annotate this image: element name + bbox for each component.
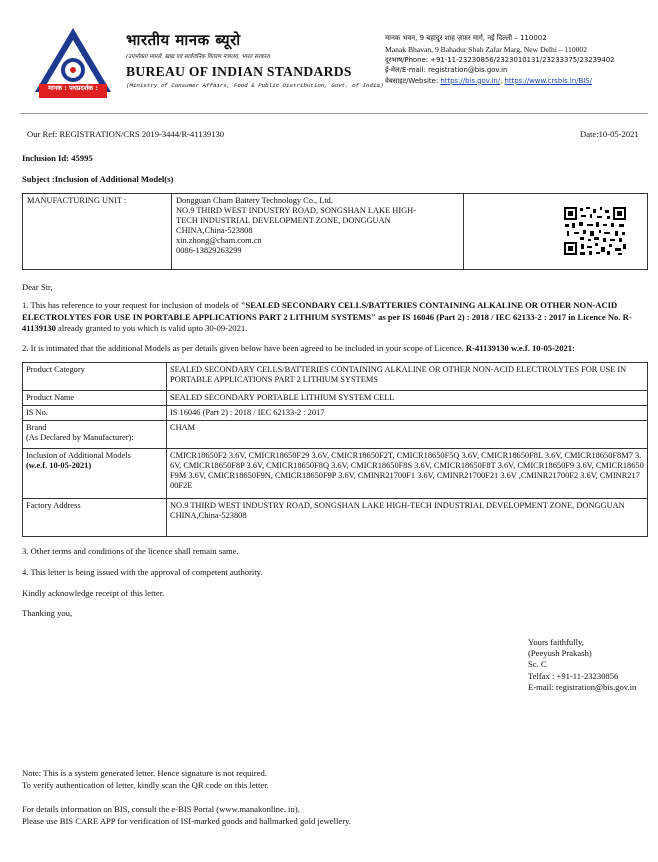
brand-label-line-2: (As Declared by Manufacturer): [26,433,134,443]
details-table [22,362,648,537]
footer-note-2: To verify authentication of letter, kindly scan the QR code on this letter. [22,779,269,790]
product-category-value: SEALED SECONDARY CELLS/BATTERIES CONTAINING ALKALINE OR OTHER NON-ACID ELECTROLYTES FOR USE IN PORTABLE APPLICATIONS PART 2 LITHIUM SYSTEMS [167,363,648,391]
salutation: Dear Sir, [22,282,53,292]
letter-date: Date:10-05-2021 [580,129,639,139]
paragraph-1-intro: 1. This has reference to your request for inclusion of models of [22,300,241,310]
paragraph-4: 4. This letter is being issued with the approval of competent authority. [22,567,263,577]
table-row [23,391,648,406]
models-value: CMICR18650F2 3.6V, CMICR18650F29 3.6V, CMICR18650F2T, CMICR18650F5Q 3.6V, CMICR18650F8L 3.6V, CMICR18650F8M7 3.6V, CMICR18650F8P 3.6V, CMICR18650F8Q 3.6V, CMICR18650F8S 3.6V, CMICR18650F8T 3.6V, CMICR18650F9 3.6V, CMICR18650F9M 3.6V, CMICR18650F9N, CMICR18650F9P 3.6V, CMINR21700F1 3.6V, CMINR21700F21 3.6V ,CMINR21700F2 3.6V, CMINR21700F2E [167,449,648,499]
manufacturer-table [22,193,648,270]
subject: Subject :Inclusion of Additional Model(s) [22,174,174,184]
brand-label [23,421,167,449]
product-name-value: SEALED SECONDARY PORTABLE LITHIUM SYSTEM CELL [167,391,648,406]
manufacturer-address-3: CHINA,China-523808 [176,226,253,236]
signatory-telfax: Telfax : +91-11-23230856 [528,670,619,681]
footer-info-1: For details information on BIS, consult the e-BIS Portal (www.manakonline. in). [22,804,300,814]
signatory-email: E-mail: registration@bis.gov.in [528,681,637,692]
factory-address-label: Factory Address [23,499,167,537]
signatory-designation: Sc. C [528,659,547,670]
factory-address-line-2: CHINA,China-523808 [170,511,247,521]
acknowledge-line: Kindly acknowledge receipt of this letter. [22,588,165,598]
manufacturer-email: xin.zhong@cham.com.cn [176,236,262,246]
models-label [23,449,167,499]
brand-label-line-1: Brand [26,423,47,433]
website-separator: , [500,76,505,85]
paragraph-3: 3. Other terms and conditions of the licence shall remain same. [22,546,239,556]
table-row [23,363,648,391]
manufacturer-phone: 0086-13829263299 [176,246,242,256]
manufacturer-details [172,194,464,270]
website-line [385,76,655,86]
header-divider [20,113,648,114]
email: ई-मेल/E-mail: registration@bis.gov.in [385,66,508,75]
is-no-label: IS No. [23,406,167,421]
signature-block [528,637,656,693]
logo-caption: मानक : पथप्रदर्शक : [48,84,98,92]
manufacturer-address-1: NO.9 THIRD WEST INDUSTRY ROAD, SONGSHAN LAKE HIGH- [176,206,417,216]
table-row [23,499,648,537]
thanking-line: Thanking you, [22,608,73,618]
paragraph-1 [22,300,648,335]
footer-notes [22,768,269,791]
manufacturer-label: MANUFACTURING UNIT : [23,194,172,270]
contact-block [385,33,655,86]
manufacturer-address-2: TECH INDUSTRIAL DEVELOPMENT ZONE, DONGGUAN [176,216,391,226]
footer-note-1: Note: This is a system generated letter. Hence signature is not required. [22,768,267,778]
our-ref: Our Ref: REGISTRATION/CRS 2019-3444/R-41139130 [27,129,225,139]
website-label: वेबसाइट/Website: [385,76,441,85]
models-label-line-2: (w.e.f. 10-05-2021) [26,461,92,471]
models-label-line-1: Inclusion of Additional Models [26,451,131,461]
paragraph-2-licence: R-41139130 w.e.f. 10-05-2021: [465,343,575,353]
table-row [23,421,648,449]
org-name-hindi: भारतीय मानक ब्यूरो [126,31,241,49]
address-hindi: मानक भवन, 9 बहादुर शाह ज़फ़र मार्ग, नई दिल्ली – 110002 [385,34,547,42]
inclusion-id: Inclusion Id: 45995 [22,153,93,163]
paragraph-1-validity: already granted to you which is valid upto 30-09-2021. [55,323,248,334]
qr-code-icon [563,206,627,256]
factory-address-line-1: NO.9 THIRD WEST INDUSTRY ROAD, SONGSHAN LAKE HIGH-TECH INDUSTRIAL DEVELOPMENT ZONE, DONGGUAN [170,501,625,511]
signatory-name: (Peeyush Prakash) [528,648,592,659]
org-name-english: BUREAU OF INDIAN STANDARDS [126,64,352,79]
factory-address-value [167,499,648,537]
manufacturer-name: Dongguan Cham Battery Technology Co., Ltd. [176,196,333,205]
table-row [23,449,648,499]
footer-info-2: Please use BIS CARE APP for verification of ISI-marked goods and hallmarked gold jewellery. [22,815,351,826]
brand-value: CHAM [167,421,648,449]
website-link-crsbis[interactable]: https://www.crsbis.in/BIS/ [504,76,592,85]
website-link-bis[interactable]: https://bis.gov.in/ [440,76,501,85]
footer-info [22,804,351,827]
closing: Yours faithfully, [528,637,584,647]
paragraph-2 [22,343,648,355]
paragraph-1-product: "SEALED SECONDARY CELLS/BATTERIES CONTAINING ALKALINE OR OTHER NON-ACID ELECTROLYTES FOR USE IN PORTABLE APPLICATIONS PART 2 LITHIUM SYSTEMS" as per IS 16046 (Part 2) : 2018 / IEC 62133-2 : 2017 in Licence No. R-41139130 [22,300,632,334]
address-english: Manak Bhavan, 9 Bahadur Shah Zafar Marg, New Delhi – 110002 [385,44,588,54]
product-category-label: Product Category [23,363,167,391]
ministry-english: (Ministry of Consumer Affairs, Food & Public Distribution, Govt. of India) [126,82,384,89]
table-row [23,406,648,421]
product-name-label: Product Name [23,391,167,406]
phone: दूरभाष/Phone: +91-11-23230856/2323010131/23233375/23239402 [385,55,615,64]
ministry-hindi: (उपभोक्ता मामले, खाद्य एवं सार्वजनिक वितरण मंत्रालय, भारत सरकार) [126,54,271,60]
is-no-value: IS 16046 (Part 2) : 2018 / IEC 62133-2 : 2017 [167,406,648,421]
paragraph-2-text: 2. It is intimated that the additional Models as per details given below have been agreed to be included in your scope of Licence. [22,343,466,353]
